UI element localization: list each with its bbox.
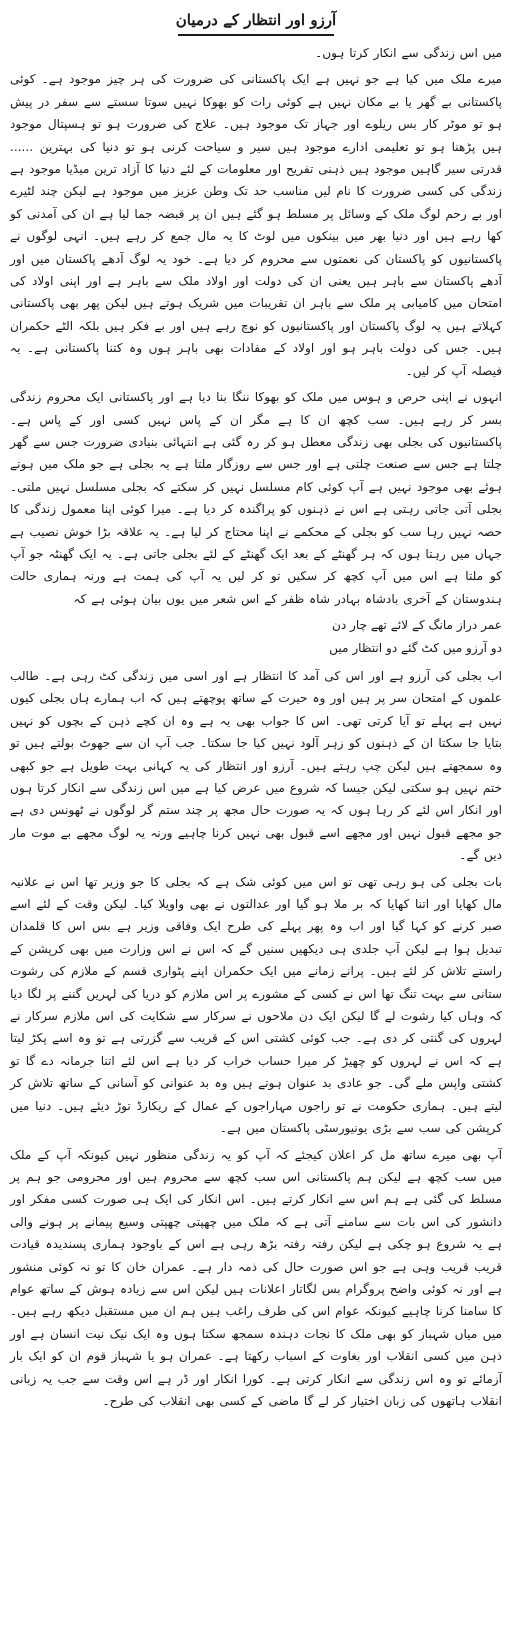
article-title: آرزو اور انتظار کے درمیان [175,11,337,29]
paragraph-6: آپ بھی میرے ساتھ مل کر اعلان کیجئے کہ آپ کو یہ زندگی منظور نہیں کیونکہ آپ کے ملک میں سب کچھ ہے لیکن ہم پاکستانی اس سب کچھ سے محروم ہیں اور محرومی جو ہم پر مسلط کی گئی ہے ہم اس سے انکار کرتے ہیں۔ اس انکار کی ایک ہی صورت کسی مفکر اور دانشور کی اس بات سے سامنے آتی ہے کہ ملک میں چھپتی چھپتی وسیع پیمانے پر ہونے والی ہے یہ شروع ہو چکی ہے لیکن رفتہ رفتہ بڑھ رہی ہے اس کے باوجود ہماری پسندیدہ قیادت قریب قریب وہی ہے جو اس صورت حال کی ذمہ دار ہے۔ عمران خان کا تو نہ کوئی منشور ہے اور نہ کوئی واضح پروگرام بس لگاتار اعلانات ہیں لیکن اس سے زیادہ ہوش کے ساتھ عوام کا سامنا کرنا چاہیے کیونکہ عوام اس کی طرف راغب ہیں ہم ان میں مستقبل دیکھ رہے ہیں۔ میں میاں شہباز کو بھی ملک کا نجات دہندہ سمجھ سکتا ہوں وہ ایک نیک نیت انسان ہے اور ذہن میں کسی انقلاب اور بغاوت کے اسباب رکھتا ہے۔ عمران ہو یا شہباز قوم ان کو ایک بار آزمائے تو وہ اس زندگی سے انکار کرتی ہے۔ کورا انکار اور ڈر ہے اس وقت سے جب یہ زبانی انقلاب ہاتھوں کی زبان اختیار کر لے گا ماضی کے کسی بھی انقلاب کی طرح۔ [10,1147,502,1408]
paragraph-1: میں اس زندگی سے انکار کرتا ہوں۔ [315,46,502,60]
paragraph-2: میرے ملک میں کیا ہے جو نہیں ہے ایک پاکستانی کی ضرورت کی ہر چیز موجود ہے۔ کوئی پاکستانی بے گھر یا بے مکان نہیں ہے کوئی رات کو بھوکا نہیں سوتا سستے سے سفر در پیش ہو تو موٹر کار بس ریلوے اور جہاز تک موجود ہیں۔ علاج کی ضرورت ہو تو ہسپتال موجود ہیں پڑھنا ہو تو تعلیمی ادارے موجود ہیں سیر و سیاحت کرنی ہو تو دنیا کی بہترین ...... قدرتی سیر گاہیں موجود ہیں ذہنی تفریح اور معلومات کے لئے دنیا کا آزاد ترین میڈیا موجود ہے زندگی کی کسی ضرورت کا نام لیں مناسب حد تک وطن عزیز میں موجود ہے لیکن چند لٹیرے اور بے رحم لوگ ملک کے وسائل پر مسلط ہو گئے ہیں ان پر قبضہ جما لیا ہے ان کی آمدنی کو کھا رہے ہیں اور دنیا بھر میں بینکوں میں لوٹ کا یہ مال جمع کر رہے ہیں۔ انہی لوگوں نے پاکستانیوں کو پاکستان کی نعمتوں سے محروم کر دیا ہے۔ خود یہ لوگ آدھے پاکستان میں اور آدھے پاکستان سے باہر ہیں یعنی ان کی دولت اور اولاد ملک سے باہر ہے اور اپنی اولاد کی امتحان میں کامیابی پر ملک سے باہر ان تقریبات میں شریک ہوتے ہیں لیکن پھر بھی پاکستانی کہلاتے ہیں یہ لوگ پاکستان اور پاکستانیوں کو نوچ رہے ہیں اور بے فکر ہیں بلکہ الٹے حکمران ہیں۔ جس کی دولت باہر ہو اور اولاد کے مفادات بھی باہر ہوں وہ کتنا پاکستانی ہے۔ یہ فیصلہ آپ کر لیں۔ [10,72,502,378]
couplet-line-1: عمر دراز مانگ کے لائے تھے چار دن [331,618,502,633]
paragraph-5: بات بجلی کی ہو رہی تھی تو اس میں کوئی شک ہے کہ بجلی کا جو وزیر تھا اس نے علانیہ مال کھایا اور اتنا کھایا کہ بر ملا ہو گیا اور عدالتوں نے بھی واویلا کیا۔ لیکن وقت کے لئے اسے صبر کرنے کو کہا گیا اور اب وہ پھر پہلے کی طرح ایک وفاقی وزیر ہے بس اس کا قلمدان تبدیل ہوا ہے لیکن آپ جلدی ہی دیکھیں سنیں گے کہ اس نے اس وزارت میں بھی کرپشن کے راستے تلاش کر لئے ہیں۔ پرانے زمانے میں ایک حکمران اپنے پٹواری قسم کے ملازم کی رشوت ستانی سے بہت تنگ تھا اس نے کسی کے مشورے پر اس ملازم کو دریا کی لہریں گننے پر لگا دیا کہ وہاں کیا رشوت لے گا لیکن ایک دن ملاحوں نے سرکار سے شکایت کی اس ملازم سرکار نے لہروں کی گنتی کر دی ہے۔ جب کوئی کشتی اس کے قریب سے گزرتی ہے تو وہ اسے پکڑ لیتا ہے کہ اس نے لہروں کو چھیڑ کر میرا حساب خراب کر دیا ہے اس لئے اتنا جرمانہ دے گا تو کشتی واپس ملے گی۔ جو عادی بد عنوان ہوتے ہیں وہ بد عنوانی کو آسانی کے ساتھ تلاش کر لیتے ہیں۔ ہماری حکومت نے تو راجوں مہاراجوں کے عمال کے ریکارڈ توڑ دیئے ہیں۔ دنیا میں کرپشن کی سب سے بڑی یونیورسٹی پاکستان میں ہے۔ [10,874,502,1136]
title-underline [178,34,334,36]
couplet-line-2: دو آرزو میں کٹ گئے دو انتظار میں [329,640,502,655]
article-body [10,42,502,1412]
paragraph-4: اب بجلی کی آرزو ہے اور اس کی آمد کا انتظار ہے اور اسی میں زندگی کٹ رہی ہے۔ طالب علموں کے امتحان سر پر ہیں اور وہ حیرت کے ساتھ پوچھتے ہیں کہ اب ہمارے ہاں بجلی کیوں نہیں ہے پہلے تو آیا کرتی تھی۔ اس کا جواب بھی یہ ہے وہ ان کچے ذہن کے بچوں کو نہیں بتایا جا سکتا ان کے ذہنوں کو زہر آلود نہیں کیا جا سکتا۔ جب آپ ان سے جھوٹ بولتے ہیں تو وہ سمجھتے ہیں لیکن چپ رہتے ہیں۔ آرزو اور انتظار کی یہ کہانی بہت طویل ہے جو کبھی ختم نہیں ہو سکتی لیکن جیسا کہ شروع میں عرض کیا ہے میں اس زندگی سے انکار کرتا ہوں اور انکار اس لئے کر رہا ہوں کہ یہ صورت حال مجھ پر چند ستم گر لوگوں نے ٹھونس دی ہے جو مجھے قبول نہیں اور مجھے اسے قبول بھی نہیں کرنا چاہیے ورنہ یہ لوگ مجھے بے موت مار دیں گے۔ [10,668,502,863]
poetry-couplet [10,614,502,659]
paragraph-3: انہوں نے اپنی حرص و ہوس میں ملک کو بھوکا ننگا بنا دیا ہے اور پاکستانی ایک محروم زندگی بسر کر رہے ہیں۔ سب کچھ ان کا ہے مگر ان کے پاس نہیں کسی اور کے پاس ہے۔ پاکستانیوں کی بجلی بھی زندگی معطل ہو کر رہ گئی ہے انتہائی بنیادی ضرورت جس سے گھر چلتا ہے جس سے صنعت چلتی ہے اور جس سے روزگار ملتا ہے یہ بجلی ہے جو ملک میں ہوتے ہوئے بھی موجود نہیں ہے آپ کوئی کام مسلسل نہیں کر سکتے کہ بجلی مسلسل نہیں ملتی۔ بجلی آتی جاتی رہتی ہے اس نے ذہنوں کو پراگندہ کر دیا ہے۔ میرا کوئی اپنا معمول زندگی کا حصہ نہیں رہا سب کو بجلی کے محکمے نے اپنا محتاج کر لیا ہے۔ یہ علاقہ بڑا خوش نصیب ہے جہاں میں رہتا ہوں کہ ہر گھنٹے کے بعد ایک گھنٹے کے لئے بجلی جاتی ہے۔ یہ ایک گھنٹہ جو آپ کو ملتا ہے اس میں آپ کچھ کر سکیں تو کر لیں یہ آپ کی ہمت ہے ورنہ ہماری حالت ہندوستان کے آخری بادشاہ بہادر شاہ ظفر کے اس شعر میں یوں بیان ہوئی ہے کہ [10,390,502,606]
